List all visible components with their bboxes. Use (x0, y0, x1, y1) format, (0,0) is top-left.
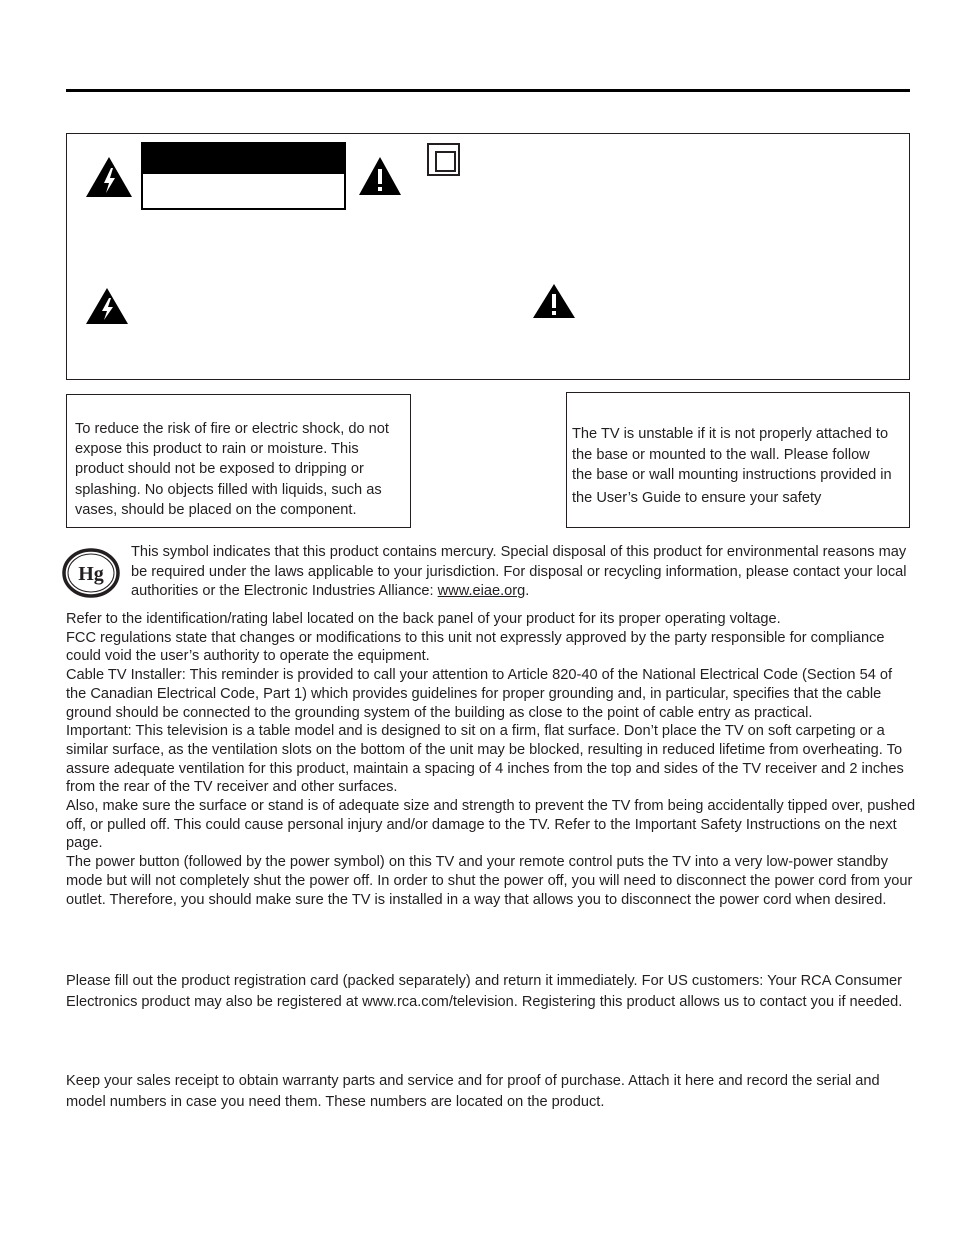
lightning-bolt-triangle-icon (85, 287, 129, 325)
header-rule (66, 89, 910, 92)
hg-symbol: Hg (78, 563, 104, 585)
stability-line: The TV is unstable if it is not properly attached to (572, 426, 889, 442)
stability-warning-text (572, 424, 908, 508)
exclamation-triangle-icon (532, 283, 576, 319)
registration-note: Please fill out the product registration card (packed separately) and return it immediately. For US customers: Your RCA Consumer Electronics product may also be registered at www.rca.com/television. Registering this product allows us to contact you if needed. (66, 973, 903, 1010)
eiae-link[interactable]: www.eiae.org (437, 583, 526, 600)
double-square-icon (427, 143, 460, 176)
mercury-end: . (525, 583, 530, 600)
stability-line: the User’s Guide to ensure your safety (572, 489, 822, 506)
hg-circle-icon (62, 548, 120, 598)
mercury-notice (131, 543, 916, 602)
power-note: The power button (followed by the power symbol) on this TV and your remote control puts the TV into a very low-power standby mode but will not completely shut the power off. In order to shut the power off, you will need to disconnect the power cord from your outlet. Therefore, you should make sure the TV is installed in a way that allows you to disconnect the power cord when desired. (66, 854, 913, 908)
stability-line: the base or wall mounting instructions provided in (572, 467, 892, 484)
voltage-note: Refer to the identification/rating label located on the back panel of your product for its proper operating voltage. (66, 611, 781, 627)
mercury-text: This symbol indicates that this product contains mercury. Special disposal of this product for environmental reasons may be required under the laws applicable to your jurisdiction. For disposal or recycling information, please contact your local authorities or the Electronic Industries Alliance: (131, 544, 907, 600)
cable-installer-note: Cable TV Installer: This reminder is provided to call your attention to Article 820-40 of the National Electrical Code (Section 54 of the Canadian Electrical Code, Part 1) which provides guidelines for proper grounding and, in particular, specifies that the cable ground should be connected to the grounding system of the building as close to the point of cable entry as practical. (66, 667, 893, 721)
stand-note: Also, make sure the surface or stand is of adequate size and strength to prevent the TV from being accidentally tipped over, pushed off, or pulled off. This could cause personal injury and/or damage to the TV. Refer to the Important Safety Instructions on the next page. (66, 798, 916, 852)
receipt-note: Keep your sales receipt to obtain warranty parts and service and for proof of purchase. Attach it here and record the serial and model numbers in case you need them. These numbers are located on the product. (66, 1073, 880, 1110)
safety-notes (66, 610, 916, 909)
exclamation-triangle-icon (358, 156, 402, 196)
fire-shock-warning-text: To reduce the risk of fire or electric shock, do not expose this product to rain or moisture. This product should not be exposed to dripping or splashing. No objects filled with liquids, such as vases, should be placed on the component. (75, 421, 389, 518)
caution-label-bar (143, 144, 344, 174)
caution-label (141, 142, 346, 210)
lightning-bolt-triangle-icon (85, 156, 133, 198)
stability-line: the base or mounted to the wall. Please follow (572, 446, 870, 463)
fcc-note: FCC regulations state that changes or modifications to this unit not expressly approved by the party responsible for compliance could void the user’s authority to operate the equipment. (66, 629, 885, 665)
ventilation-note: Important: This television is a table model and is designed to sit on a firm, flat surface. Don’t place the TV on soft carpeting or a similar surface, as the ventilation slots on the bottom of the unit may be blocked, resulting in reduced lifetime from overheating. To assure adequate ventilation for this product, maintain a spacing of 4 inches from the top and sides of the TV receiver and 2 inches from the rear of the TV receiver and other surfaces. (66, 723, 904, 796)
